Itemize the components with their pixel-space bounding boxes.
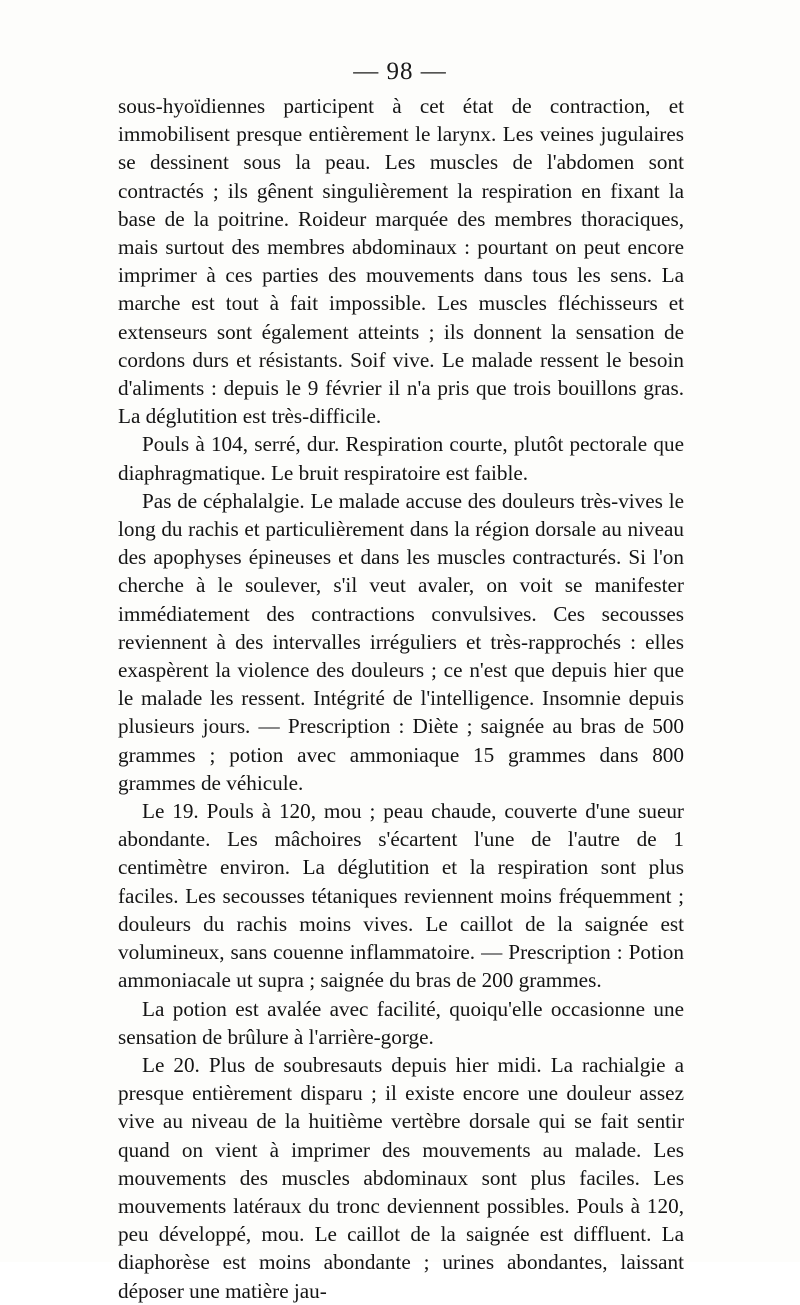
paragraph-1: sous-hyoïdiennes participent à cet état de contraction, et immobilisent presque entièrement le larynx. Les veines jugulaires se dessinent sous la peau. Les muscles de l'abdomen sont contractés ; ils gênent singulièrement la respiration en fixant la base de la poitrine. Roideur marquée des membres thoraciques, mais surtout des membres abdominaux : pourtant on peut encore imprimer à ces parties des mouvements dans tous les sens. La marche est tout à fait impossible. Les muscles fléchisseurs et extenseurs sont également atteints ; ils donnent la sensation de cordons durs et résistants. Soif vive. Le malade ressent le besoin d'aliments : depuis le 9 février il n'a pris que trois bouillons gras. La déglutition est très-difficile.	[118, 94, 684, 429]
paragraph-6: Le 20. Plus de soubresauts depuis hier midi. La rachialgie a presque entièrement disparu ; il existe encore une douleur assez vive au niveau de la huitième vertèbre dorsale qui se fait sentir quand on vient à imprimer des mouvements au malade. Les mouvements des muscles abdominaux sont plus faciles. Les mouvements latéraux du tronc deviennent possibles. Pouls à 120, peu développé, mou. Le caillot de la saignée est diffluent. La diaphorèse est moins abondante ; urines abondantes, laissant déposer une matière jau-	[118, 1052, 684, 1303]
paragraph-2: Pouls à 104, serré, dur. Respiration courte, plutôt pectorale que diaphragmatique. Le bruit respiratoire est faible.	[118, 432, 684, 485]
paragraph-5: La potion est avalée avec facilité, quoiqu'elle occasionne une sensation de brûlure à l'arrière-gorge.	[118, 996, 684, 1049]
page-number: — 98 —	[353, 58, 447, 85]
paragraph-3: Pas de céphalalgie. Le malade accuse des douleurs très-vives le long du rachis et particulièrement dans la région dorsale au niveau des apophyses épineuses et dans les muscles contracturés. Si l'on cherche à le soulever, s'il veut avaler, on voit se manifester immédiatement des contractions convulsives. Ces secousses reviennent à des intervalles irréguliers et très-rapprochés : elles exaspèrent la violence des douleurs ; ce n'est que depuis hier que le malade les ressent. Intégrité de l'intelligence. Insomnie depuis plusieurs jours. — Prescription : Diète ; saignée au bras de 500 grammes ; potion avec ammoniaque 15 grammes dans 800 grammes de véhicule.	[118, 488, 684, 795]
body-text	[118, 92, 684, 1305]
paragraph-4: Le 19. Pouls à 120, mou ; peau chaude, couverte d'une sueur abondante. Les mâchoires s'écartent l'une de l'autre de 1 centimètre environ. La déglutition et la respiration sont plus faciles. Les secousses tétaniques reviennent moins fréquemment ; douleurs du rachis moins vives. Le caillot de la saignée est volumineux, sans couenne inflammatoire. — Prescription : Potion ammoniacale ut supra ; saignée du bras de 200 grammes.	[118, 799, 684, 993]
